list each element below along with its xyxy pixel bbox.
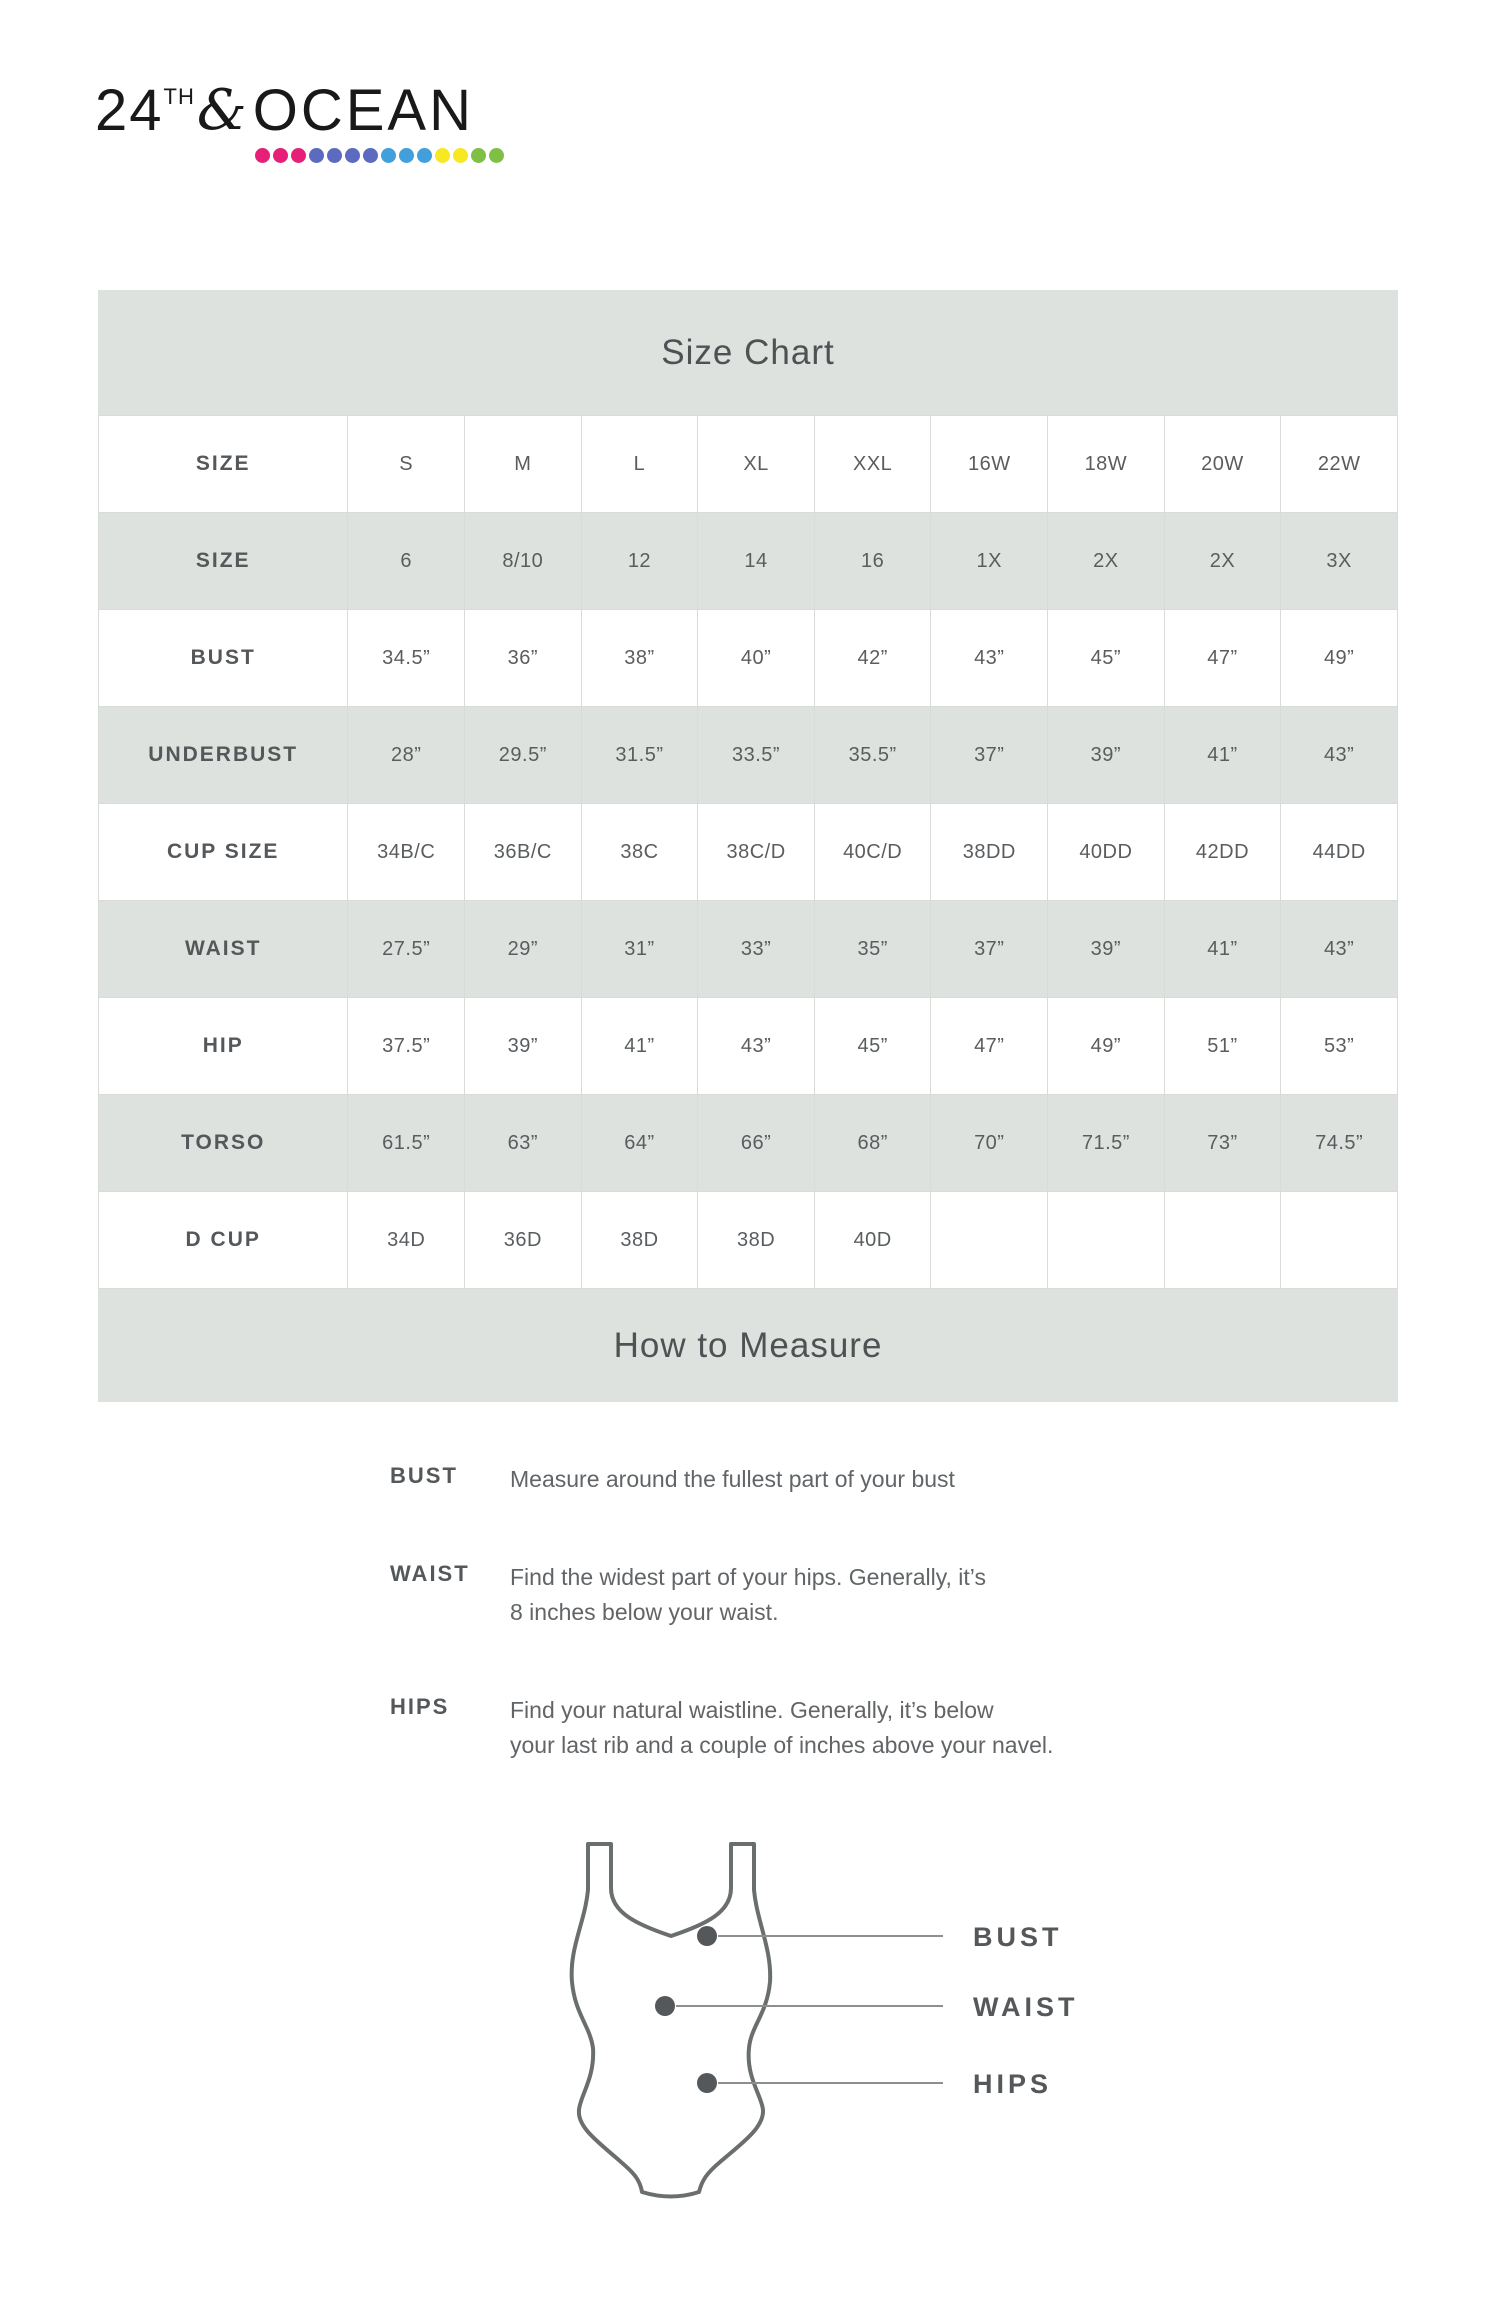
logo-dot <box>399 148 414 163</box>
logo-dot <box>489 148 504 163</box>
size-chart <box>98 290 1398 1402</box>
logo-dot <box>345 148 360 163</box>
size-chart-cell: 29.5” <box>465 707 582 804</box>
measure-item-description <box>510 1693 1053 1763</box>
size-chart-cell <box>1048 1192 1165 1289</box>
size-chart-cell: 38C <box>581 804 698 901</box>
logo-dot <box>453 148 468 163</box>
size-chart-cell: 49” <box>1048 998 1165 1095</box>
size-chart-cell <box>1164 1192 1281 1289</box>
how-to-measure-title: How to Measure <box>98 1289 1398 1402</box>
logo-dot <box>291 148 306 163</box>
logo-dot <box>363 148 378 163</box>
size-chart-cell: 36” <box>465 610 582 707</box>
size-chart-cell: 66” <box>698 1095 815 1192</box>
size-chart-cell: 2X <box>1164 513 1281 610</box>
waist-point-marker <box>655 1996 675 2016</box>
size-chart-row-label: SIZE <box>99 513 348 610</box>
size-chart-cell: 40DD <box>1048 804 1165 901</box>
logo-superscript: TH <box>163 84 195 109</box>
measure-description-line: Find the widest part of your hips. Generally, it’s <box>510 1564 986 1590</box>
size-chart-cell: 71.5” <box>1048 1095 1165 1192</box>
size-chart-row-label: HIP <box>99 998 348 1095</box>
size-chart-row <box>99 707 1398 804</box>
measure-description-line: Find your natural waistline. Generally, it’s below <box>510 1697 994 1723</box>
diagram-label-waist: WAIST <box>973 1992 1079 2022</box>
size-chart-cell: 49” <box>1281 610 1398 707</box>
size-chart-row-label: TORSO <box>99 1095 348 1192</box>
size-chart-cell: 14 <box>698 513 815 610</box>
size-chart-cell: 47” <box>931 998 1048 1095</box>
size-chart-cell: 43” <box>1281 707 1398 804</box>
size-chart-cell: 8/10 <box>465 513 582 610</box>
size-chart-row <box>99 901 1398 998</box>
size-chart-cell <box>931 1192 1048 1289</box>
size-chart-row <box>99 998 1398 1095</box>
measure-list <box>390 1462 1190 1826</box>
swimsuit-measure-diagram <box>545 1836 1105 2298</box>
size-chart-row <box>99 610 1398 707</box>
measure-item-label: WAIST <box>390 1561 470 1586</box>
size-chart-cell: 63” <box>465 1095 582 1192</box>
logo-word: OCEAN <box>252 78 474 143</box>
size-chart-row-label: BUST <box>99 610 348 707</box>
size-chart-cell: 36B/C <box>465 804 582 901</box>
size-chart-cell: 16W <box>931 416 1048 513</box>
size-chart-cell: 35.5” <box>814 707 931 804</box>
size-chart-cell: 1X <box>931 513 1048 610</box>
size-chart-cell: XXL <box>814 416 931 513</box>
size-chart-cell: 45” <box>1048 610 1165 707</box>
size-chart-cell: 35” <box>814 901 931 998</box>
size-chart-cell: 31.5” <box>581 707 698 804</box>
size-chart-cell: 43” <box>931 610 1048 707</box>
size-chart-cell: 51” <box>1164 998 1281 1095</box>
size-chart-row-label: D CUP <box>99 1192 348 1289</box>
logo-dot <box>327 148 342 163</box>
size-chart-cell: 61.5” <box>348 1095 465 1192</box>
size-chart-cell: 74.5” <box>1281 1095 1398 1192</box>
size-chart-cell: 6 <box>348 513 465 610</box>
size-chart-cell: 73” <box>1164 1095 1281 1192</box>
size-chart-cell: 40C/D <box>814 804 931 901</box>
size-chart-cell: 2X <box>1048 513 1165 610</box>
size-chart-cell: 34B/C <box>348 804 465 901</box>
bust-point-marker <box>697 1926 717 1946</box>
size-chart-row-label: SIZE <box>99 416 348 513</box>
size-chart-cell: 29” <box>465 901 582 998</box>
measure-description-line: 8 inches below your waist. <box>510 1599 779 1625</box>
size-chart-cell: 34D <box>348 1192 465 1289</box>
size-chart-row <box>99 1095 1398 1192</box>
size-chart-cell: 45” <box>814 998 931 1095</box>
size-chart-cell: XL <box>698 416 815 513</box>
diagram-label-bust: BUST <box>973 1922 1063 1952</box>
size-chart-row-label: WAIST <box>99 901 348 998</box>
size-chart-row <box>99 804 1398 901</box>
measure-item-label: HIPS <box>390 1694 450 1719</box>
size-chart-row-label: UNDERBUST <box>99 707 348 804</box>
size-chart-cell: 33.5” <box>698 707 815 804</box>
logo-dot <box>381 148 396 163</box>
size-chart-cell: 16 <box>814 513 931 610</box>
size-chart-cell <box>1281 1192 1398 1289</box>
size-chart-cell: 38C/D <box>698 804 815 901</box>
brand-logo <box>95 78 504 163</box>
size-chart-cell: 43” <box>1281 901 1398 998</box>
measure-description-line: your last rib and a couple of inches above your navel. <box>510 1732 1054 1758</box>
measure-description-line: Measure around the fullest part of your bust <box>510 1466 955 1492</box>
measure-item <box>390 1462 1190 1497</box>
size-chart-cell: 70” <box>931 1095 1048 1192</box>
logo-dot <box>255 148 270 163</box>
size-chart-cell: 38” <box>581 610 698 707</box>
size-chart-cell: 22W <box>1281 416 1398 513</box>
size-chart-row <box>99 416 1398 513</box>
size-chart-cell: 68” <box>814 1095 931 1192</box>
size-chart-cell: 37” <box>931 901 1048 998</box>
size-chart-cell: 37” <box>931 707 1048 804</box>
measure-item-description <box>510 1462 955 1497</box>
hips-point-marker <box>697 2073 717 2093</box>
size-chart-table <box>98 415 1398 1289</box>
size-chart-cell: 20W <box>1164 416 1281 513</box>
size-chart-cell: 40D <box>814 1192 931 1289</box>
size-chart-cell: 38D <box>698 1192 815 1289</box>
size-chart-cell: 53” <box>1281 998 1398 1095</box>
logo-dot <box>471 148 486 163</box>
size-chart-cell: 3X <box>1281 513 1398 610</box>
size-chart-cell: 37.5” <box>348 998 465 1095</box>
size-chart-cell: 31” <box>581 901 698 998</box>
size-chart-cell: 47” <box>1164 610 1281 707</box>
size-chart-row <box>99 1192 1398 1289</box>
size-chart-cell: 27.5” <box>348 901 465 998</box>
size-chart-cell: 42DD <box>1164 804 1281 901</box>
measure-item-label: BUST <box>390 1463 458 1488</box>
size-chart-cell: 39” <box>1048 901 1165 998</box>
logo-dot <box>435 148 450 163</box>
size-chart-cell: 39” <box>465 998 582 1095</box>
measure-item <box>390 1693 1190 1763</box>
size-chart-cell: 43” <box>698 998 815 1095</box>
swimsuit-outline-icon <box>572 1844 771 2197</box>
size-chart-cell: 38D <box>581 1192 698 1289</box>
size-chart-cell: 41” <box>581 998 698 1095</box>
size-chart-cell: 41” <box>1164 901 1281 998</box>
size-chart-cell: 36D <box>465 1192 582 1289</box>
size-chart-cell: S <box>348 416 465 513</box>
size-chart-cell: 40” <box>698 610 815 707</box>
diagram-label-hips: HIPS <box>973 2069 1053 2099</box>
size-chart-cell: 18W <box>1048 416 1165 513</box>
size-chart-cell: M <box>465 416 582 513</box>
size-chart-cell: 41” <box>1164 707 1281 804</box>
brand-logo-text <box>95 78 504 143</box>
logo-dot <box>273 148 288 163</box>
size-chart-row <box>99 513 1398 610</box>
size-chart-row-label: CUP SIZE <box>99 804 348 901</box>
logo-dots <box>255 148 504 163</box>
logo-dot <box>417 148 432 163</box>
logo-dot <box>309 148 324 163</box>
size-chart-cell: 28” <box>348 707 465 804</box>
measure-item <box>390 1560 1190 1630</box>
size-chart-cell: L <box>581 416 698 513</box>
size-chart-cell: 42” <box>814 610 931 707</box>
logo-number: 24 <box>95 78 164 143</box>
logo-ampersand: & <box>196 78 247 143</box>
size-chart-cell: 38DD <box>931 804 1048 901</box>
size-chart-cell: 39” <box>1048 707 1165 804</box>
size-chart-title: Size Chart <box>98 290 1398 415</box>
size-chart-cell: 12 <box>581 513 698 610</box>
size-chart-cell: 34.5” <box>348 610 465 707</box>
size-chart-cell: 33” <box>698 901 815 998</box>
size-chart-cell: 64” <box>581 1095 698 1192</box>
measure-item-description <box>510 1560 986 1630</box>
size-chart-cell: 44DD <box>1281 804 1398 901</box>
